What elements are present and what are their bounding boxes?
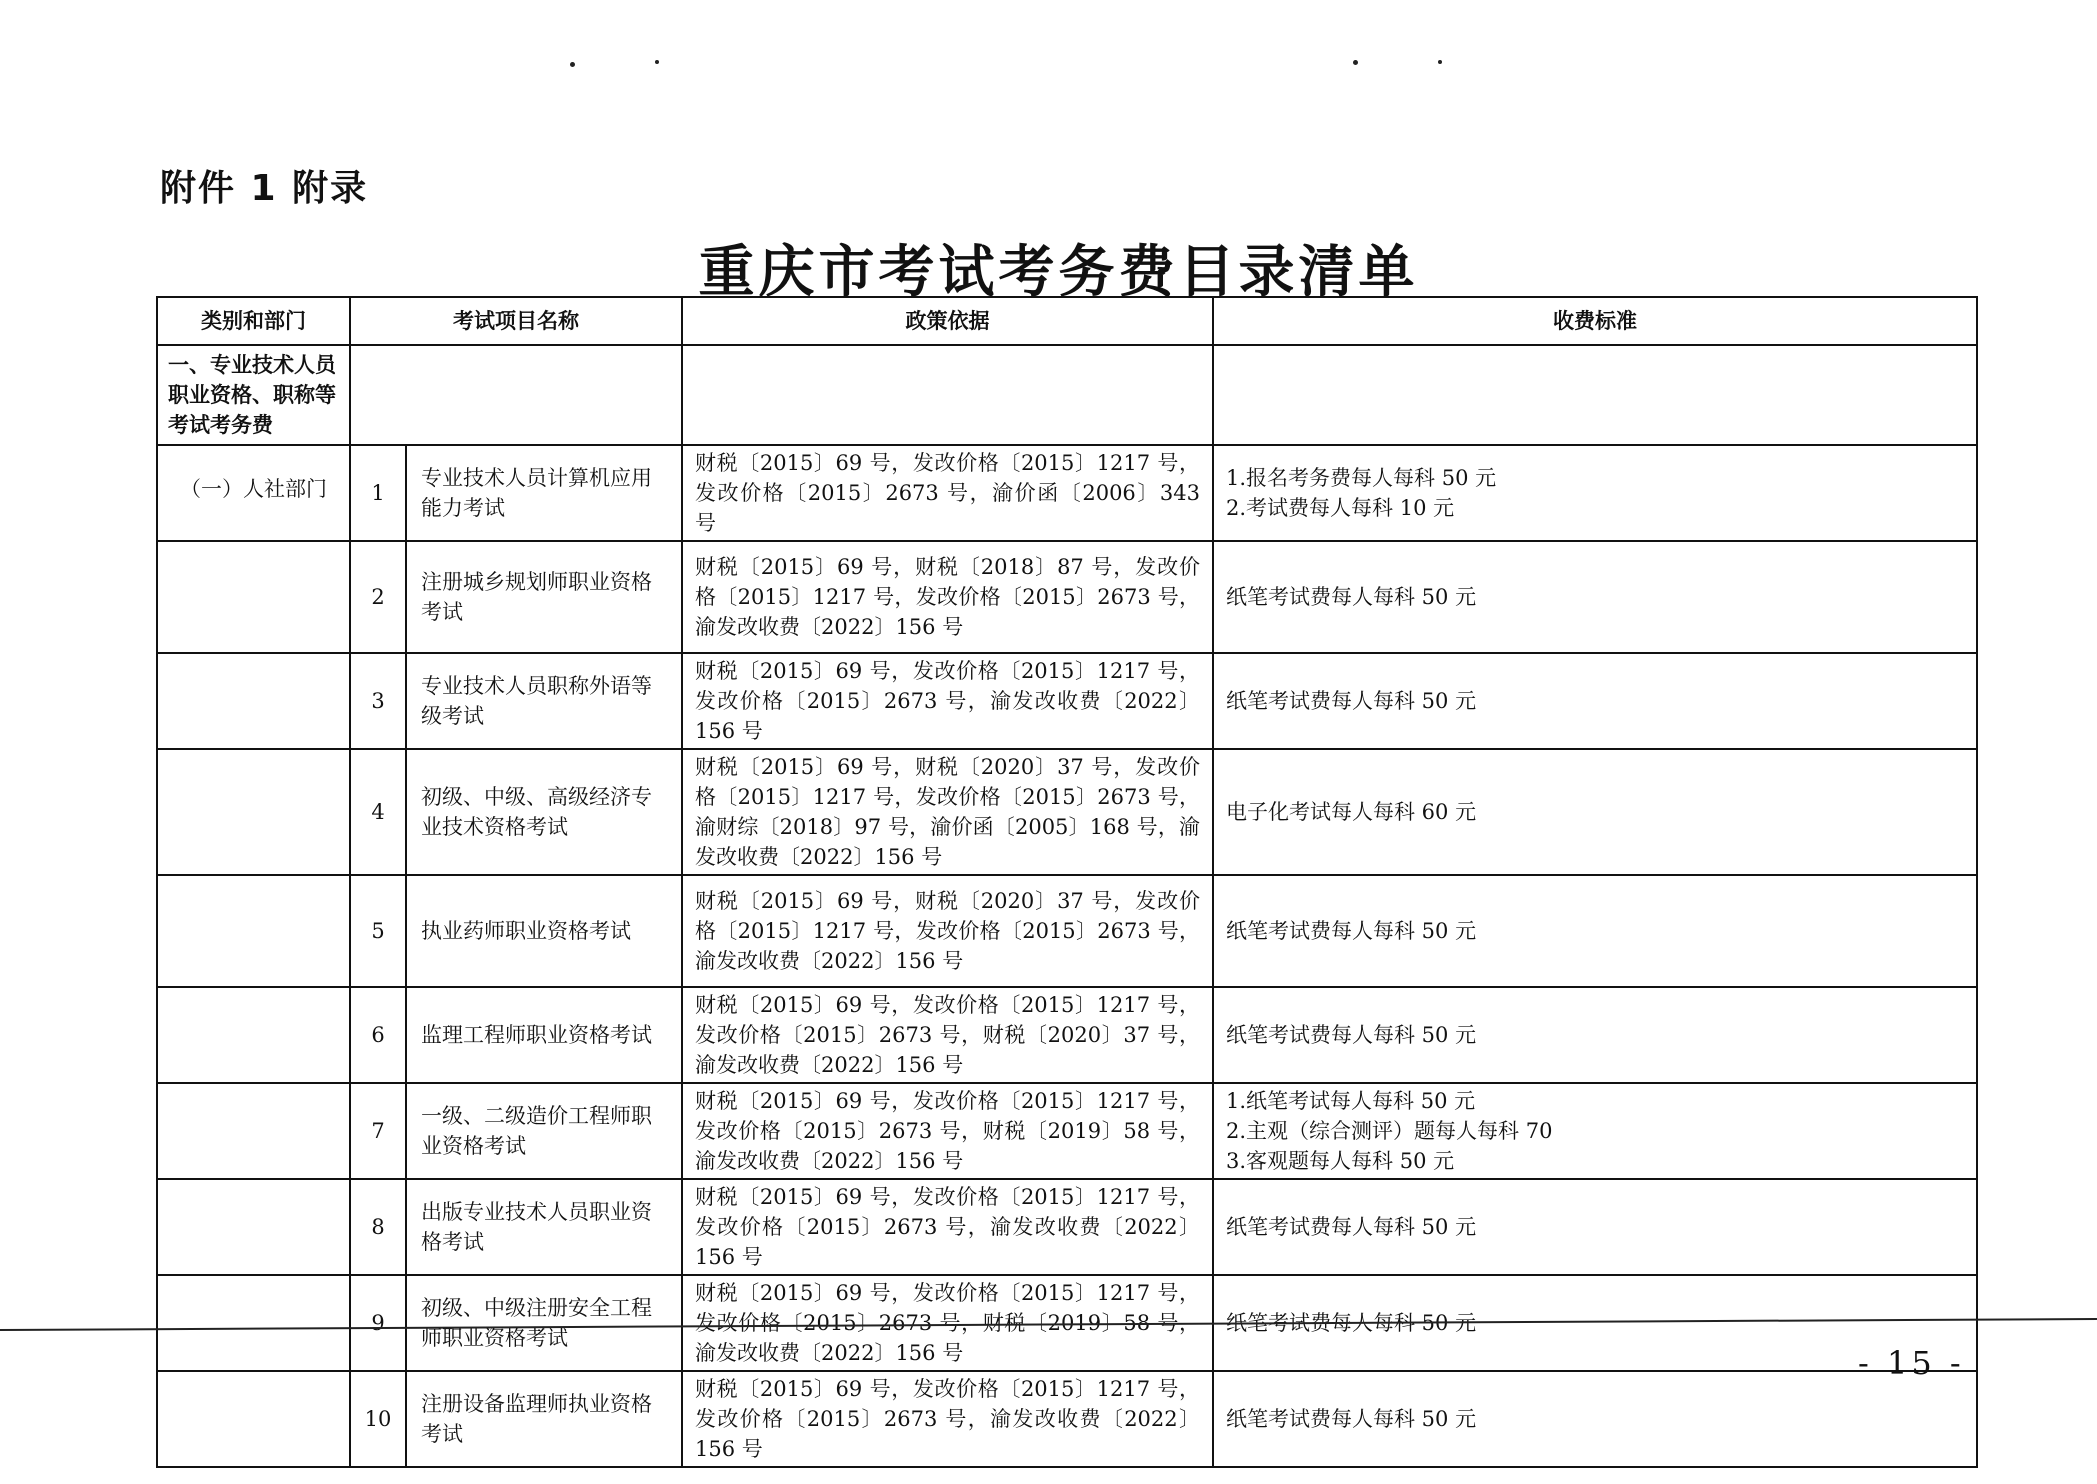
exam-name: 注册设备监理师执业资格考试 bbox=[406, 1371, 682, 1467]
exam-name: 专业技术人员职称外语等级考试 bbox=[406, 653, 682, 749]
header-category: 类别和部门 bbox=[157, 297, 350, 345]
policy-basis: 财税〔2015〕69 号，财税〔2020〕37 号，发改价格〔2015〕1217 号，发改价格〔2015〕2673 号，渝财综〔2018〕97 号，渝价函〔2005〕168 号，渝发改收费〔2022〕156 号 bbox=[682, 749, 1213, 875]
policy-basis: 财税〔2015〕69 号，发改价格〔2015〕1217 号，发改价格〔2015〕2673 号，渝发改收费〔2022〕156 号 bbox=[682, 1179, 1213, 1275]
fee-standard bbox=[1213, 445, 1977, 541]
document-title: 重庆市考试考务费目录清单 bbox=[698, 240, 1419, 305]
empty-cell bbox=[157, 1083, 350, 1179]
fee-line: 纸笔考试费每人每科 50 元 bbox=[1226, 919, 1477, 943]
row-number: 5 bbox=[350, 875, 406, 987]
scan-speck bbox=[570, 62, 575, 67]
policy-basis: 财税〔2015〕69 号，发改价格〔2015〕1217 号，发改价格〔2015〕2673 号，渝发改收费〔2022〕156 号 bbox=[682, 1371, 1213, 1467]
fee-line: 纸笔考试费每人每科 50 元 bbox=[1226, 1215, 1477, 1239]
fee-standard bbox=[1213, 1371, 1977, 1467]
fee-line: 纸笔考试费每人每科 50 元 bbox=[1226, 689, 1477, 713]
empty-cell bbox=[157, 875, 350, 987]
page-number: - 15 - bbox=[1858, 1344, 1965, 1382]
fee-standard bbox=[1213, 875, 1977, 987]
policy-basis: 财税〔2015〕69 号，发改价格〔2015〕1217 号，发改价格〔2015〕2673 号，财税〔2020〕37 号，渝发改收费〔2022〕156 号 bbox=[682, 987, 1213, 1083]
exam-name: 初级、中级注册安全工程师职业资格考试 bbox=[406, 1275, 682, 1371]
exam-name: 初级、中级、高级经济专业技术资格考试 bbox=[406, 749, 682, 875]
policy-basis: 财税〔2015〕69 号，发改价格〔2015〕1217 号，发改价格〔2015〕2673 号，财税〔2019〕58 号，渝发改收费〔2022〕156 号 bbox=[682, 1275, 1213, 1371]
header-policy: 政策依据 bbox=[682, 297, 1213, 345]
empty-cell bbox=[157, 653, 350, 749]
fee-line: 纸笔考试费每人每科 50 元 bbox=[1226, 1023, 1477, 1047]
empty-cell bbox=[1213, 345, 1977, 445]
exam-name: 执业药师职业资格考试 bbox=[406, 875, 682, 987]
fee-line: 2.考试费每人每科 10 元 bbox=[1226, 496, 1455, 520]
policy-basis: 财税〔2015〕69 号，发改价格〔2015〕1217 号，发改价格〔2015〕2673 号，渝发改收费〔2022〕156 号 bbox=[682, 653, 1213, 749]
table-row bbox=[157, 541, 1977, 653]
fee-line: 1.纸笔考试每人每科 50 元 bbox=[1226, 1089, 1476, 1113]
table-header-row bbox=[157, 297, 1977, 345]
table-row bbox=[157, 653, 1977, 749]
empty-cell bbox=[157, 1275, 350, 1371]
empty-cell bbox=[350, 345, 682, 445]
empty-cell bbox=[157, 987, 350, 1083]
row-number: 7 bbox=[350, 1083, 406, 1179]
row-number: 4 bbox=[350, 749, 406, 875]
scan-speck bbox=[1353, 60, 1358, 65]
row-number: 10 bbox=[350, 1371, 406, 1467]
section-row bbox=[157, 345, 1977, 445]
fee-catalog-table bbox=[156, 296, 1978, 1468]
fee-standard bbox=[1213, 1179, 1977, 1275]
fee-line: 电子化考试每人每科 60 元 bbox=[1226, 800, 1477, 824]
fee-standard bbox=[1213, 1083, 1977, 1179]
scan-speck bbox=[1438, 60, 1442, 64]
row-number: 3 bbox=[350, 653, 406, 749]
empty-cell bbox=[157, 749, 350, 875]
policy-basis: 财税〔2015〕69 号，财税〔2018〕87 号，发改价格〔2015〕1217 号，发改价格〔2015〕2673 号，渝发改收费〔2022〕156 号 bbox=[682, 541, 1213, 653]
section-heading: 一、专业技术人员职业资格、职称等考试考务费 bbox=[157, 345, 350, 445]
scan-speck bbox=[655, 60, 659, 64]
attachment-label: 附件 1 附录 bbox=[160, 168, 369, 209]
policy-basis: 财税〔2015〕69 号，财税〔2020〕37 号，发改价格〔2015〕1217 号，发改价格〔2015〕2673 号，渝发改收费〔2022〕156 号 bbox=[682, 875, 1213, 987]
fee-standard bbox=[1213, 541, 1977, 653]
row-number: 9 bbox=[350, 1275, 406, 1371]
fee-line: 纸笔考试费每人每科 50 元 bbox=[1226, 1407, 1477, 1431]
department-label: （一）人社部门 bbox=[157, 445, 350, 541]
row-number: 6 bbox=[350, 987, 406, 1083]
row-number: 1 bbox=[350, 445, 406, 541]
empty-cell bbox=[682, 345, 1213, 445]
empty-cell bbox=[157, 1371, 350, 1467]
table-row bbox=[157, 445, 1977, 541]
policy-basis: 财税〔2015〕69 号，发改价格〔2015〕1217 号，发改价格〔2015〕2673 号，财税〔2019〕58 号，渝发改收费〔2022〕156 号 bbox=[682, 1083, 1213, 1179]
fee-line: 1.报名考务费每人每科 50 元 bbox=[1226, 466, 1497, 490]
table-row bbox=[157, 1083, 1977, 1179]
exam-name: 出版专业技术人员职业资格考试 bbox=[406, 1179, 682, 1275]
table-row bbox=[157, 1179, 1977, 1275]
empty-cell bbox=[157, 541, 350, 653]
exam-name: 监理工程师职业资格考试 bbox=[406, 987, 682, 1083]
table-row bbox=[157, 1371, 1977, 1467]
fee-line: 纸笔考试费每人每科 50 元 bbox=[1226, 1311, 1477, 1335]
row-number: 2 bbox=[350, 541, 406, 653]
fee-line: 2.主观（综合测评）题每人每科 70 bbox=[1226, 1119, 1553, 1143]
fee-line: 3.客观题每人每科 50 元 bbox=[1226, 1149, 1455, 1173]
table-row bbox=[157, 875, 1977, 987]
policy-basis: 财税〔2015〕69 号，发改价格〔2015〕1217 号，发改价格〔2015〕2673 号，渝价函〔2006〕343 号 bbox=[682, 445, 1213, 541]
fee-standard bbox=[1213, 749, 1977, 875]
fee-standard bbox=[1213, 653, 1977, 749]
header-exam-name: 考试项目名称 bbox=[350, 297, 682, 345]
table-row bbox=[157, 749, 1977, 875]
fee-standard bbox=[1213, 987, 1977, 1083]
exam-name: 一级、二级造价工程师职业资格考试 bbox=[406, 1083, 682, 1179]
row-number: 8 bbox=[350, 1179, 406, 1275]
exam-name: 注册城乡规划师职业资格考试 bbox=[406, 541, 682, 653]
empty-cell bbox=[157, 1179, 350, 1275]
table-row bbox=[157, 987, 1977, 1083]
exam-name: 专业技术人员计算机应用能力考试 bbox=[406, 445, 682, 541]
fee-line: 纸笔考试费每人每科 50 元 bbox=[1226, 585, 1477, 609]
header-fee: 收费标准 bbox=[1213, 297, 1977, 345]
